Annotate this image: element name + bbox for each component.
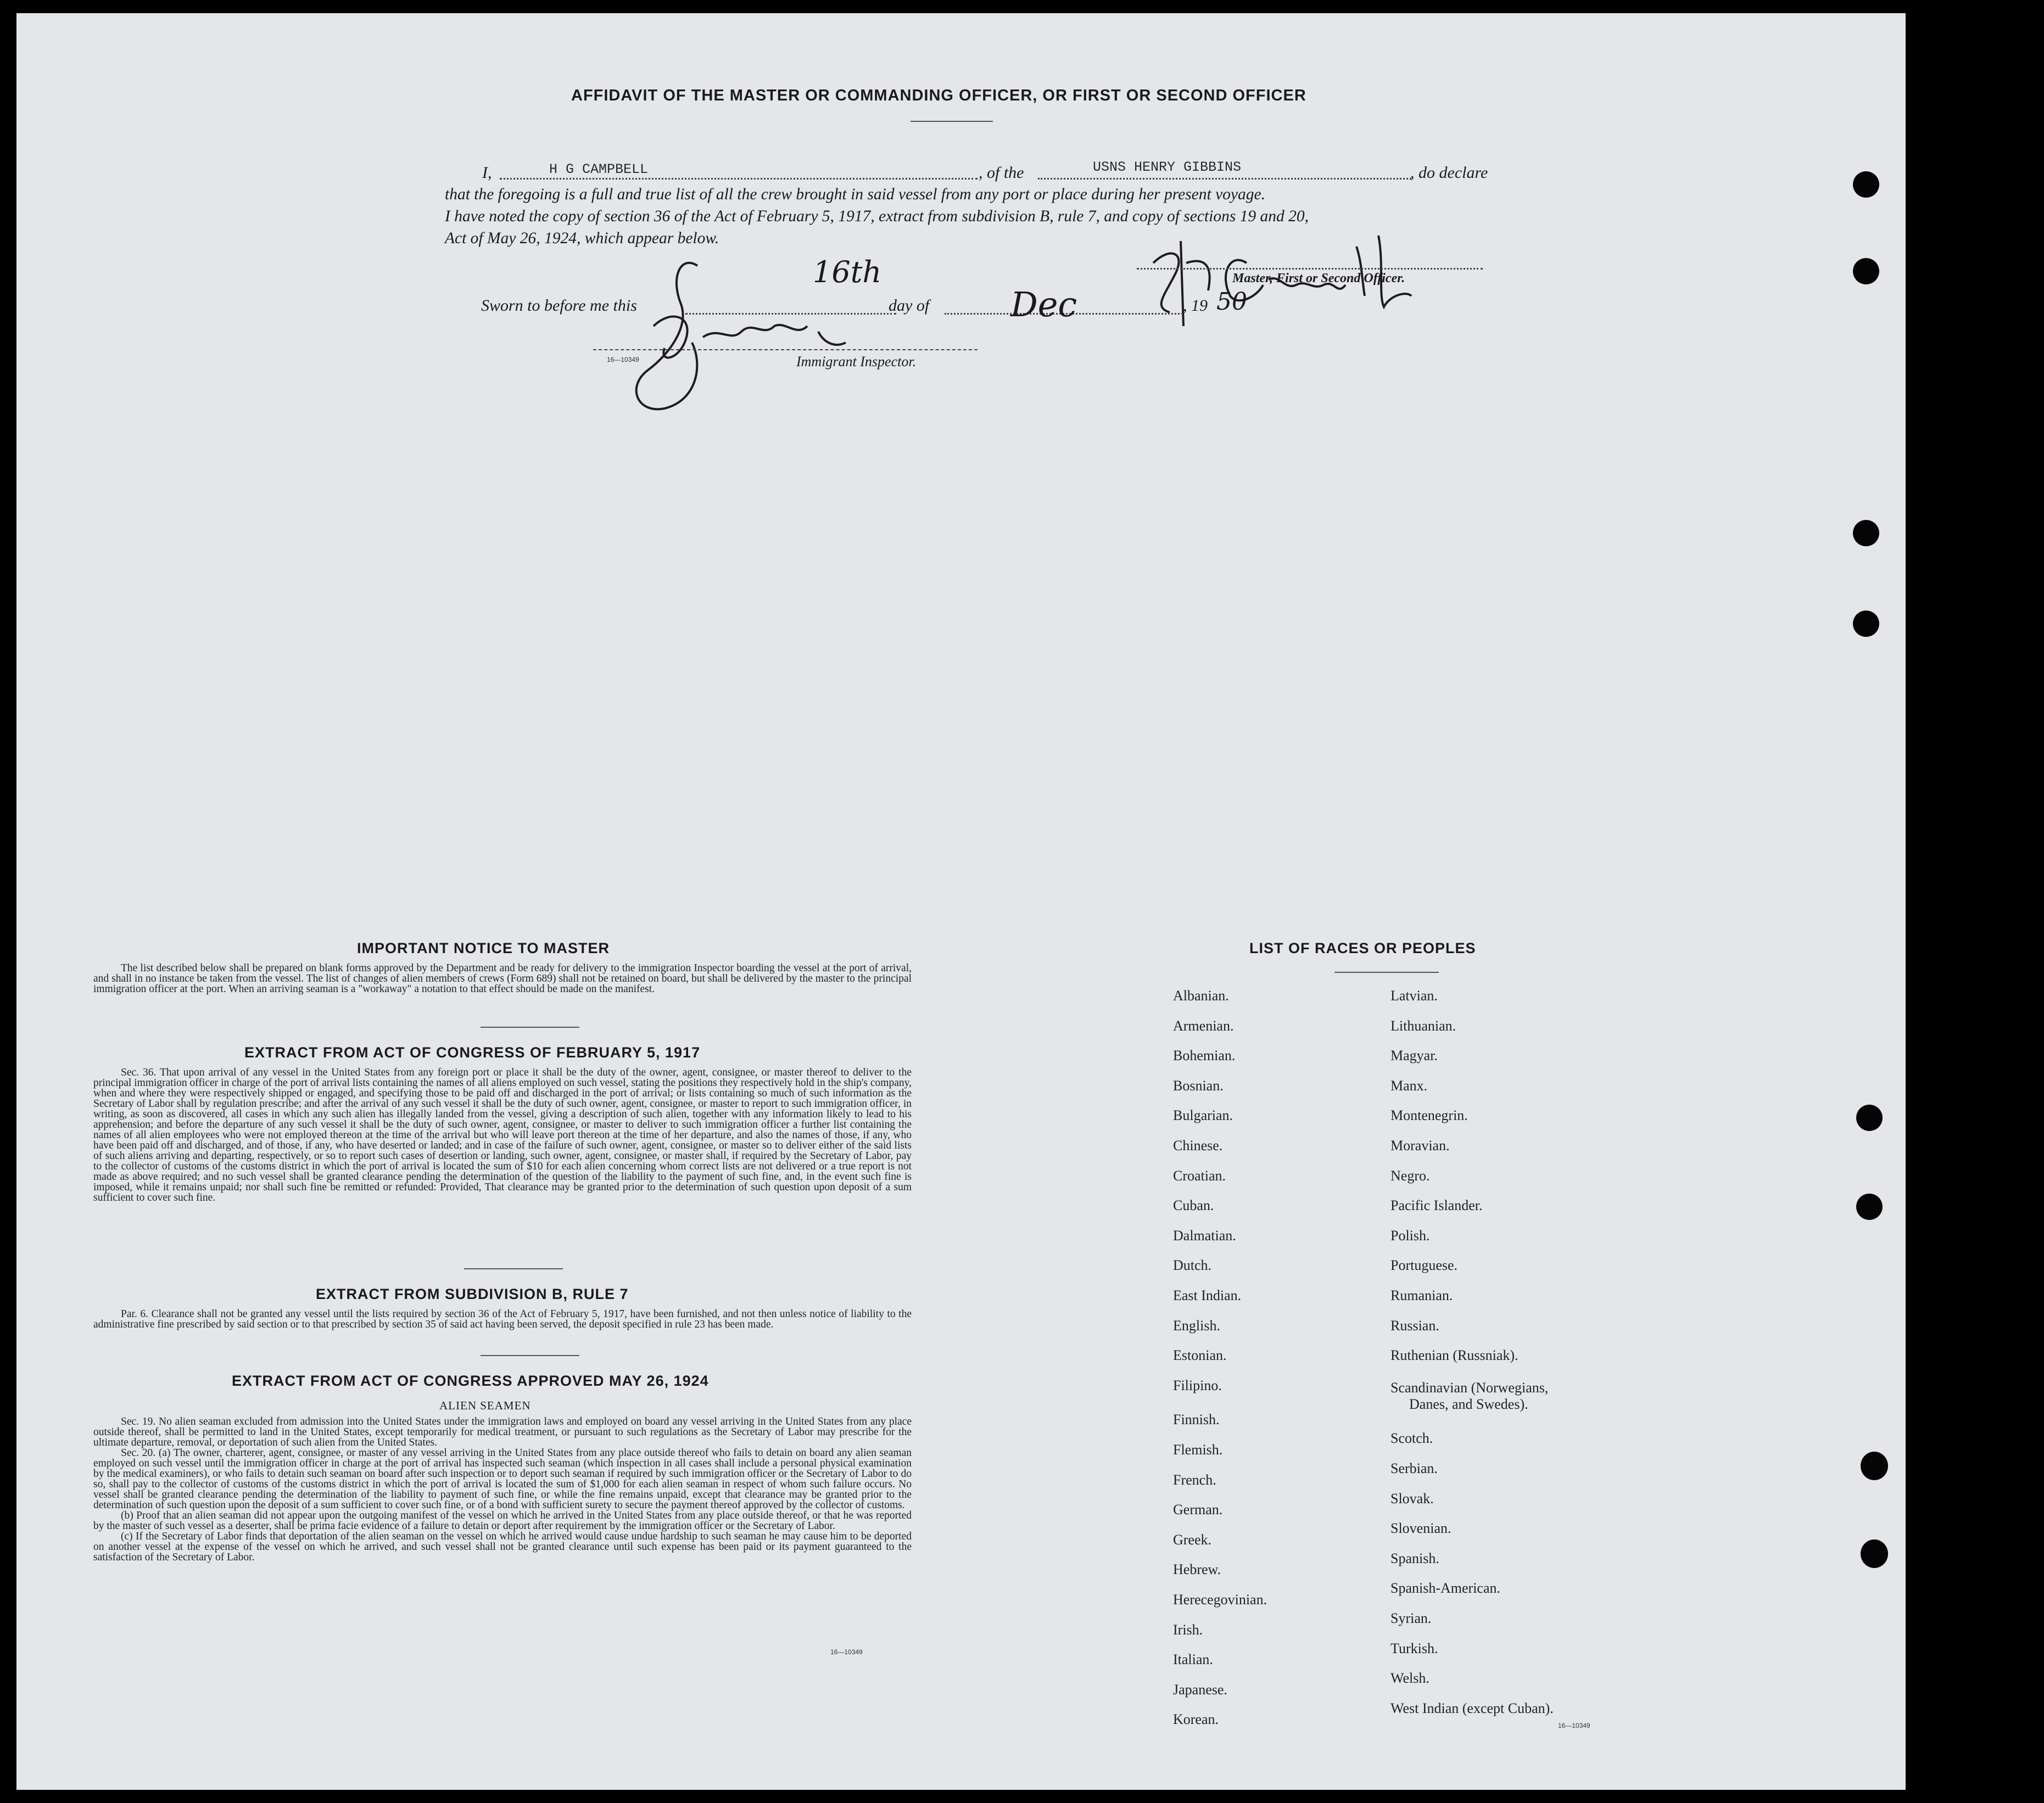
- vessel-field-line: [1038, 178, 1411, 180]
- race-item: Greek.: [1173, 1531, 1212, 1548]
- punch-hole: [1861, 1452, 1888, 1480]
- heading-rule: [911, 121, 993, 122]
- race-item: Scotch.: [1390, 1430, 1433, 1447]
- punch-hole: [1861, 1539, 1888, 1568]
- act-1917-text: Sec. 36. That upon arrival of any vessel in the United States from any foreign port or place it shall be the duty of the owner, agent, consignee, or master thereof to deliver to the principal immigration officer in charge of the port of arrival lists containing the names of all aliens employed on such vessel, stating the positions they respectively hold in the ship's company, when and where they were respectively shipped or engaged, and specifying those to be paid off and discharged in the port of arrival; or lists containing so much of such information as the Secretary of Labor shall by regulation prescribe; and after the arrival of any such vessel it shall be the duty of such owner, agent, consignee, or master to report to such immigration officer, in writing, as soon as discovered, all cases in which any such alien has illegally landed from the vessel, giving a description of such alien, together with any information likely to lead to his apprehension; and before the departure of any such vessel it shall be the duty of such owner, agent, consignee, or master to deliver to such immigration officer a further list containing the names of all alien employees who were not employed thereon at the time of the arrival but who will leave port thereon at the time of her departure, and also the names of those, if any, who have been paid off and discharged, and of those, if any, who have deserted or landed; and in case of the failure of such owner, agent, consignee, or master so to deliver either of the said lists of such aliens arriving and departing, respectively, or so to report such cases of desertion or landing, such owner, agent, consignee, or master shall, if required by the Secretary of Labor, pay to the collector of customs of the customs district in which the port of arrival is located the sum of $10 for each alien concerning whom correct lists are not delivered or a true report is not made as above required; and no such vessel shall be granted clearance pending the determination of the question of the liability to the payment of such fine, and, in the event such fine is imposed, while it remains unpaid; nor shall such fine be remitted or refunded: Provided, That clearance may be granted prior to the determination of such question upon deposit of a sum sufficient to cover such fine.: [93, 1067, 912, 1203]
- race-item: French.: [1173, 1471, 1216, 1488]
- race-item: Finnish.: [1173, 1412, 1220, 1428]
- race-item: Chinese.: [1173, 1138, 1223, 1154]
- sworn-label: Sworn to before me this: [481, 296, 637, 315]
- race-item: Flemish.: [1173, 1442, 1223, 1458]
- races-heading: LIST OF RACES OR PEOPLES: [1249, 940, 1476, 956]
- act-1924-sec-20c: (c) If the Secretary of Labor finds that deportation of the alien seaman on the vessel on which he arrived would cause undue hardship to such seaman he may cause him to be deported on another vessel at the expense of the vessel on which he arrived, and such vessel shall not be granted clearance until such expense has been paid or its payment guaranteed to the satisfaction of the Secretary of Labor.: [93, 1531, 912, 1563]
- race-item: Russian.: [1390, 1317, 1439, 1334]
- race-item: Cuban.: [1173, 1197, 1214, 1214]
- manifest-page: [16, 13, 1906, 1790]
- race-item: Portuguese.: [1390, 1257, 1458, 1274]
- master-name: H G CAMPBELL: [549, 161, 649, 177]
- race-item: Latvian.: [1390, 988, 1438, 1004]
- act-1917-rule: [464, 1268, 563, 1269]
- race-item: Syrian.: [1390, 1610, 1432, 1626]
- race-item: Ruthenian (Russniak).: [1390, 1347, 1518, 1364]
- punch-hole: [1856, 1105, 1883, 1131]
- master-signature-line: [1137, 268, 1483, 270]
- inspector-signature-line: [593, 349, 978, 350]
- punch-hole: [1853, 258, 1879, 284]
- race-item: Moravian.: [1390, 1138, 1450, 1154]
- race-item: Albanian.: [1173, 988, 1229, 1004]
- act-1924-sec-20b: (b) Proof that an alien seaman did not appear upon the outgoing manifest of the vessel on which he arrived in the United States from any place outside thereof, or that he was reported by the master of such vessel as a deserter, shall be prima facie evidence of a failure to detain or deport after requirement by the immigration officer or the Secretary of Labor.: [93, 1510, 912, 1532]
- race-item: Polish.: [1390, 1227, 1430, 1244]
- race-item: Filipino.: [1173, 1377, 1222, 1393]
- race-item: Rumanian.: [1390, 1287, 1453, 1303]
- race-item: Irish.: [1173, 1621, 1203, 1638]
- race-item: Lithuanian.: [1390, 1017, 1456, 1034]
- race-item: Herecegovinian.: [1173, 1592, 1267, 1608]
- affidavit-form-number: 16—10349: [607, 356, 639, 363]
- race-item: German.: [1173, 1502, 1223, 1518]
- notice-rule: [481, 1027, 579, 1028]
- race-item: Slovak.: [1390, 1490, 1434, 1507]
- race-item: Turkish.: [1390, 1640, 1438, 1656]
- act-1924-sec-20a: Sec. 20. (a) The owner, charterer, agent, consignee, or master of any vessel arriving in the United States from any place outside thereof who fails to detain on board any alien seaman employed on such vessel until the immigration officer in charge at the port of arrival has inspected such seaman (which inspection in all cases shall include a personal physical examination by the medical examiners), or who fails to detain such seaman on board after such inspection or to deport such seaman if required by such immigration officer or the Secretary of Labor to do so, shall pay to the collector of customs of the customs district in which the port of arrival is located the sum of $1,000 for each alien seaman in respect of whom such failure occurs. No vessel shall be granted clearance pending the determination of the liability to payment of such fine, or while the fine remains unpaid, except that clearance may be granted prior to the determination of such question upon the deposit of a sum sufficient to cover such fine, or of a bond with sufficient surety to secure the payment thereof approved by the collector of customs.: [93, 1447, 912, 1511]
- race-item: Hebrew.: [1173, 1561, 1221, 1578]
- name-field-line: [500, 178, 978, 180]
- of-the-label: , of the: [979, 164, 1024, 182]
- race-item: Spanish-American.: [1390, 1580, 1501, 1597]
- master-label: Master, First or Second Officer.: [1232, 271, 1405, 285]
- race-item: Spanish.: [1390, 1550, 1439, 1566]
- affidavit-line-2: that the foregoing is a full and true list of all the crew brought in said vessel from any port or place during her present voyage.: [445, 186, 1265, 203]
- day-of-label: day of: [889, 296, 930, 315]
- affidavit-line-4: Act of May 26, 1924, which appear below.: [445, 229, 719, 247]
- race-item: English.: [1173, 1317, 1220, 1334]
- punch-hole: [1853, 520, 1879, 546]
- do-declare-label: , do declare: [1410, 164, 1488, 182]
- race-item: Armenian.: [1173, 1017, 1234, 1034]
- race-item: Montenegrin.: [1390, 1107, 1468, 1124]
- race-item: Serbian.: [1390, 1460, 1438, 1476]
- act-1917-heading: EXTRACT FROM ACT OF CONGRESS OF FEBRUARY 5, 1917: [244, 1044, 701, 1061]
- act-1924-sec-19: Sec. 19. No alien seaman excluded from admission into the United States under the immigration laws and employed on board any vessel arriving in the United States from any place outside thereof, shall be permitted to land in the United States, except temporarily for medical treatment, or pursuant to such regulations as the Secretary of Labor may prescribe for the ultimate departure, removal, or deportation of such alien from the United States.: [93, 1416, 912, 1448]
- race-item: Estonian.: [1173, 1347, 1227, 1364]
- year-prefix: , 19: [1183, 296, 1208, 315]
- race-item: Pacific Islander.: [1390, 1197, 1483, 1214]
- races-form-number: 16—10349: [1558, 1722, 1590, 1729]
- race-item: Italian.: [1173, 1651, 1213, 1668]
- race-item: Magyar.: [1390, 1048, 1438, 1064]
- inspector-signature: [588, 244, 895, 425]
- act-1924-text: [93, 1416, 912, 1563]
- race-item: Japanese.: [1173, 1681, 1227, 1698]
- notice-form-number: 16—10349: [830, 1648, 863, 1656]
- race-item: Bosnian.: [1173, 1077, 1224, 1094]
- notice-text: The list described below shall be prepared on blank forms approved by the Department and be ready for delivery to the immigration Inspector boarding the vessel at the port of arrival, and shall in no instance be taken from the vessel. The list of changes of alien members of crews (Form 689) shall not be retained on board, but shall be delivered by the master to the principal immigration officer at the port. When an arriving seaman is a "workaway" a notation to that effect should be made on the manifest.: [93, 962, 912, 995]
- race-item: Dalmatian.: [1173, 1227, 1236, 1244]
- affidavit-heading: AFFIDAVIT OF THE MASTER OR COMMANDING OFFICER, OR FIRST OR SECOND OFFICER: [571, 87, 1306, 104]
- race-item: Manx.: [1390, 1077, 1428, 1094]
- race-item: Negro.: [1390, 1167, 1430, 1184]
- rule-7-text: Par. 6. Clearance shall not be granted any vessel until the lists required by section 36 of the Act of February 5, 1917, have been furnished, and not then unless notice of liability to the administrative fine prescribed by said section or to that prescribed by section 35 of said act having been served, the deposit specified in rule 23 has been made.: [93, 1308, 912, 1330]
- race-item: Dutch.: [1173, 1257, 1212, 1274]
- day-value: 16th: [813, 255, 882, 289]
- act-1924-heading: EXTRACT FROM ACT OF CONGRESS APPROVED MAY 26, 1924: [232, 1373, 709, 1389]
- race-item: Korean.: [1173, 1711, 1219, 1728]
- alien-seamen-subheading: ALIEN SEAMEN: [439, 1399, 531, 1412]
- race-item: Bulgarian.: [1173, 1107, 1233, 1124]
- rule-7-heading: EXTRACT FROM SUBDIVISION B, RULE 7: [316, 1286, 629, 1302]
- notice-heading: IMPORTANT NOTICE TO MASTER: [357, 940, 610, 956]
- race-item: East Indian.: [1173, 1287, 1242, 1303]
- race-item: Danes, and Swedes).: [1409, 1396, 1528, 1412]
- rule-7-rule: [481, 1355, 579, 1356]
- race-item: Welsh.: [1390, 1670, 1429, 1687]
- race-item: Scandinavian (Norwegians,: [1390, 1379, 1549, 1396]
- race-item: Slovenian.: [1390, 1520, 1451, 1537]
- race-item: Bohemian.: [1173, 1048, 1236, 1064]
- vessel-name: USNS HENRY GIBBINS: [1093, 159, 1242, 175]
- affidavit-i: I,: [482, 164, 492, 182]
- race-item: West Indian (except Cuban).: [1390, 1700, 1554, 1716]
- punch-hole: [1856, 1194, 1883, 1220]
- month-value: Dec: [1010, 284, 1077, 324]
- punch-hole: [1853, 171, 1879, 198]
- races-rule: [1334, 972, 1439, 973]
- punch-hole: [1853, 611, 1879, 637]
- affidavit-line-3: I have noted the copy of section 36 of the Act of February 5, 1917, extract from subdivision B, rule 7, and copy of sections 19 and 20,: [445, 208, 1309, 225]
- inspector-label: Immigrant Inspector.: [796, 354, 917, 369]
- race-item: Croatian.: [1173, 1167, 1226, 1184]
- year-value: 50: [1216, 288, 1247, 316]
